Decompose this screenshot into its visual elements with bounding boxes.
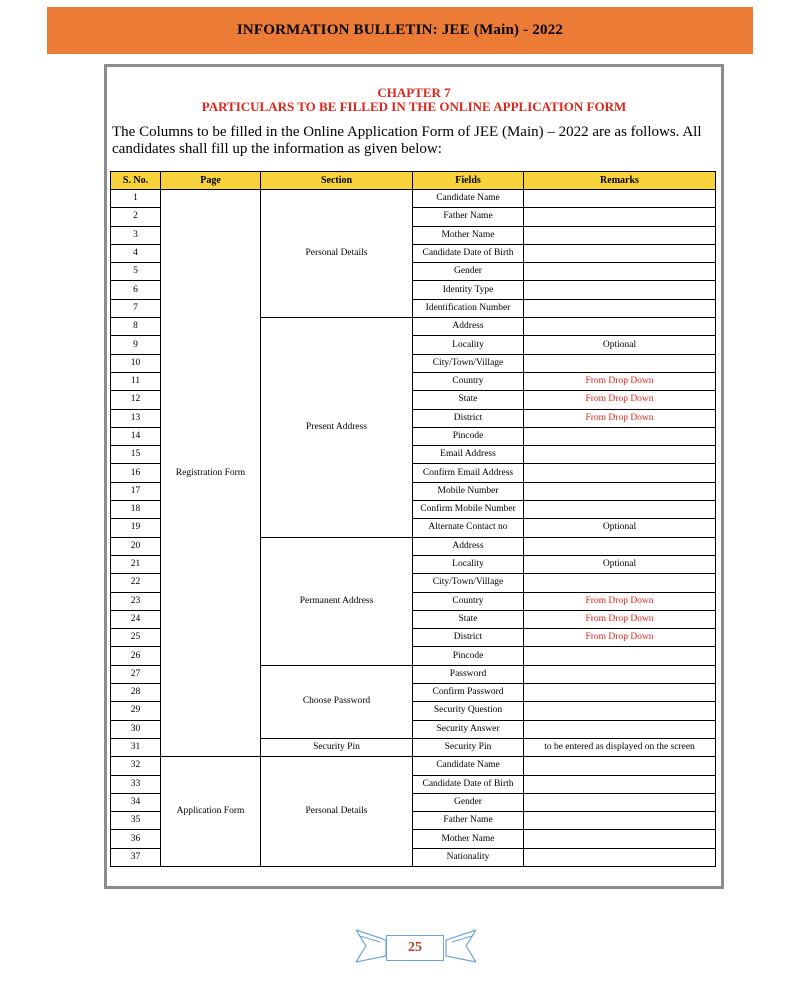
cell-section: Present Address: [261, 318, 413, 538]
cell-remark: [524, 720, 716, 738]
cell-field: Security Question: [413, 702, 524, 720]
cell-remark: [524, 226, 716, 244]
cell-page: Application Form: [161, 757, 261, 867]
cell-sno: 5: [111, 263, 161, 281]
header-sno: S. No.: [111, 172, 161, 190]
cell-sno: 31: [111, 738, 161, 756]
cell-remark: [524, 793, 716, 811]
cell-sno: 9: [111, 336, 161, 354]
cell-section: Security Pin: [261, 738, 413, 756]
cell-field: Locality: [413, 336, 524, 354]
cell-sno: 35: [111, 812, 161, 830]
cell-sno: 33: [111, 775, 161, 793]
cell-remark: Optional: [524, 555, 716, 573]
header-page: Page: [161, 172, 261, 190]
cell-field: Country: [413, 592, 524, 610]
cell-remark: [524, 702, 716, 720]
header-section: Section: [261, 172, 413, 190]
cell-section: Personal Details: [261, 190, 413, 318]
cell-sno: 13: [111, 409, 161, 427]
cell-field: Candidate Name: [413, 757, 524, 775]
cell-sno: 36: [111, 830, 161, 848]
cell-sno: 32: [111, 757, 161, 775]
cell-section: Personal Details: [261, 757, 413, 867]
bulletin-header: [47, 7, 753, 54]
table-body: [111, 190, 716, 867]
cell-field: Identity Type: [413, 281, 524, 299]
cell-remark: [524, 812, 716, 830]
cell-remark: [524, 318, 716, 336]
cell-field: Gender: [413, 793, 524, 811]
cell-remark: From Drop Down: [524, 610, 716, 628]
cell-field: Candidate Date of Birth: [413, 775, 524, 793]
cell-field: Security Answer: [413, 720, 524, 738]
chapter-number: CHAPTER 7: [377, 85, 451, 100]
cell-field: Address: [413, 318, 524, 336]
cell-remark: [524, 299, 716, 317]
cell-sno: 29: [111, 702, 161, 720]
cell-section: Choose Password: [261, 665, 413, 738]
header-remarks: Remarks: [524, 172, 716, 190]
cell-remark: to be entered as displayed on the screen: [524, 738, 716, 756]
cell-sno: 22: [111, 574, 161, 592]
cell-sno: 15: [111, 446, 161, 464]
cell-remark: [524, 757, 716, 775]
cell-remark: [524, 354, 716, 372]
cell-field: Mother Name: [413, 830, 524, 848]
cell-remark: From Drop Down: [524, 372, 716, 390]
cell-sno: 21: [111, 555, 161, 573]
cell-sno: 17: [111, 482, 161, 500]
chapter-title: PARTICULARS TO BE FILLED IN THE ONLINE APPLICATION FORM: [201, 99, 627, 114]
cell-field: Confirm Email Address: [413, 464, 524, 482]
cell-remark: [524, 244, 716, 262]
cell-field: Pincode: [413, 427, 524, 445]
cell-sno: 8: [111, 318, 161, 336]
intro-paragraph: The Columns to be filled in the Online Application Form of JEE (Main) – 2022 are as follows. All candidates shall fill up the information as given below:: [112, 124, 702, 157]
cell-sno: 18: [111, 501, 161, 519]
cell-field: Gender: [413, 263, 524, 281]
cell-field: State: [413, 391, 524, 409]
cell-field: Father Name: [413, 812, 524, 830]
cell-sno: 2: [111, 208, 161, 226]
cell-field: Address: [413, 537, 524, 555]
cell-sno: 4: [111, 244, 161, 262]
cell-field: State: [413, 610, 524, 628]
cell-sno: 24: [111, 610, 161, 628]
cell-field: Alternate Contact no: [413, 519, 524, 537]
table-header-row: [111, 172, 716, 190]
cell-sno: 12: [111, 391, 161, 409]
cell-sno: 1: [111, 190, 161, 208]
cell-remark: [524, 208, 716, 226]
cell-field: Nationality: [413, 848, 524, 866]
cell-sno: 27: [111, 665, 161, 683]
cell-remark: [524, 482, 716, 500]
cell-remark: [524, 446, 716, 464]
application-fields-table: [110, 171, 716, 867]
cell-sno: 25: [111, 629, 161, 647]
cell-remark: [524, 190, 716, 208]
cell-field: Locality: [413, 555, 524, 573]
cell-sno: 23: [111, 592, 161, 610]
cell-field: Mobile Number: [413, 482, 524, 500]
table-row: [111, 190, 716, 208]
cell-field: Mother Name: [413, 226, 524, 244]
table-row: [111, 757, 716, 775]
cell-sno: 3: [111, 226, 161, 244]
cell-field: Country: [413, 372, 524, 390]
cell-sno: 37: [111, 848, 161, 866]
cell-remark: Optional: [524, 519, 716, 537]
cell-field: Pincode: [413, 647, 524, 665]
cell-remark: From Drop Down: [524, 629, 716, 647]
cell-remark: [524, 775, 716, 793]
cell-sno: 7: [111, 299, 161, 317]
cell-remark: [524, 665, 716, 683]
cell-sno: 28: [111, 684, 161, 702]
cell-sno: 14: [111, 427, 161, 445]
cell-field: Father Name: [413, 208, 524, 226]
cell-field: Candidate Date of Birth: [413, 244, 524, 262]
cell-remark: [524, 830, 716, 848]
cell-remark: [524, 574, 716, 592]
cell-remark: [524, 464, 716, 482]
cell-remark: [524, 537, 716, 555]
cell-field: Security Pin: [413, 738, 524, 756]
page-number: 25: [386, 935, 444, 961]
header-fields: Fields: [413, 172, 524, 190]
cell-field: City/Town/Village: [413, 574, 524, 592]
cell-sno: 6: [111, 281, 161, 299]
cell-field: Confirm Mobile Number: [413, 501, 524, 519]
cell-field: City/Town/Village: [413, 354, 524, 372]
cell-field: Candidate Name: [413, 190, 524, 208]
cell-remark: From Drop Down: [524, 409, 716, 427]
cell-sno: 20: [111, 537, 161, 555]
cell-remark: [524, 647, 716, 665]
cell-remark: [524, 263, 716, 281]
cell-field: Password: [413, 665, 524, 683]
cell-field: District: [413, 629, 524, 647]
cell-remark: From Drop Down: [524, 592, 716, 610]
cell-remark: Optional: [524, 336, 716, 354]
bulletin-title: INFORMATION BULLETIN: JEE (Main) - 2022: [236, 22, 564, 38]
cell-sno: 26: [111, 647, 161, 665]
cell-sno: 19: [111, 519, 161, 537]
cell-remark: [524, 848, 716, 866]
cell-sno: 34: [111, 793, 161, 811]
cell-sno: 30: [111, 720, 161, 738]
cell-remark: [524, 501, 716, 519]
cell-field: Identification Number: [413, 299, 524, 317]
cell-remark: [524, 281, 716, 299]
cell-field: District: [413, 409, 524, 427]
cell-page: Registration Form: [161, 190, 261, 757]
cell-section: Permanent Address: [261, 537, 413, 665]
cell-sno: 10: [111, 354, 161, 372]
cell-sno: 16: [111, 464, 161, 482]
cell-remark: [524, 427, 716, 445]
cell-sno: 11: [111, 372, 161, 390]
cell-remark: From Drop Down: [524, 391, 716, 409]
cell-remark: [524, 684, 716, 702]
cell-field: Email Address: [413, 446, 524, 464]
cell-field: Confirm Password: [413, 684, 524, 702]
chapter-heading: [104, 86, 724, 114]
